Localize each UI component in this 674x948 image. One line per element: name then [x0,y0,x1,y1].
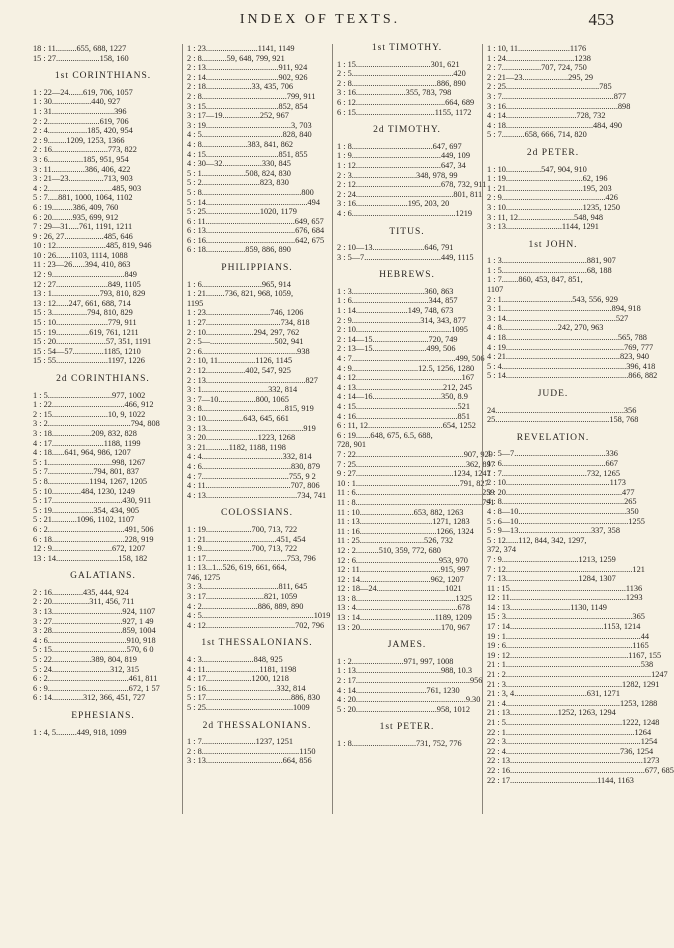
book-heading: JUDE. [537,389,569,399]
index-entry: 24..............................................................356 [487,405,637,415]
index-entry: 4 : 12...........................................702, 796 [187,620,325,630]
index-entry: 3 : 16........................355, 783, 798 [337,88,452,98]
index-entry: 4 : 13............................................734, 741 [187,490,327,500]
index-entry: 3 : 1.....................................................894, 918 [487,304,641,314]
index-entry: 2 : 18......................33, 435, 706 [187,82,294,92]
index-entry: 4 : 20.....................................................9.30 [337,695,481,705]
book-heading: COLOSSIANS. [221,508,293,519]
index-entry: 13 : 20.......................................170, 967 [337,622,470,632]
index-entry: 5 : 7...........658, 666, 714, 820 [487,130,587,140]
index-entry: 15 : 3.............................................................365 [487,612,645,622]
index-entry: 7 : 13...................................1284, 1307 [487,574,616,584]
index-entry: 3 : 1................................332, 814 [187,385,298,395]
index-entry: 4 : 18..........................................484, 490 [487,120,623,130]
index-entry: 5 : 14.................................................494 [187,197,320,207]
index-entry: 1 : 21.........736, 821, 968, 1059, [187,289,294,299]
index-entry: 1 : 31..............................396 [33,106,127,116]
book-heading: HEBREWS. [379,270,435,281]
index-entry: 4 : 11.........................................707, 806 [187,481,320,491]
index-entry: 1 : 22...................................466, 912 [33,400,154,410]
index-entry: 746, 1275 [187,572,221,582]
index-entry: 21 : 4.......................................................1253, 1288 [487,698,658,708]
index-entry: 19 : 1.................................................................44 [487,631,650,641]
index-entry: 2 : 10..................................................1173 [487,478,626,488]
index-entry: 1 : 17.......................................753, 796 [187,553,316,563]
index-entry: 1 : 6.....................................344, 857 [337,296,458,306]
index-entry: 4 : 6..................................................1219 [337,208,473,218]
index-entry: 2 : 10—13.........................646, 791 [337,243,454,253]
index-entry: 1 : 13.........................................988, 10.3 [337,666,473,676]
index-entry: 6 : 11, 12....................................654, 1252 [337,421,476,431]
index-entry: 22 : 3.................................................................1254 [487,737,658,747]
index-entry: 2 : 10..............................................1095 [337,325,468,335]
index-entry: 3 : 13.....................................664, 856 [187,756,312,766]
index-entry: 3 : 13...........................1144, 1291 [487,222,599,232]
index-entry: 13 : 1.......................793, 810, 829 [33,289,146,299]
book-heading: 1st PETER. [379,722,435,733]
index-entry: 12 : 2...........510, 359, 772, 680 [337,545,441,555]
index-entry: 19 : 12.........................................................1167, 155 [487,650,662,660]
index-entry: 2 : 14...................................902, 926 [187,72,308,82]
book-heading: 1st TIMOTHY. [371,43,443,53]
index-entry: 5 : 19....................354, 434, 905 [33,505,140,515]
index-entry: 12 : 14..................................962, 1207 [337,574,464,584]
index-entry: 6 : 18...................................228, 919 [33,534,154,544]
index-entry: 5 : 25..........................1020, 1179 [187,207,297,217]
index-entry: 4 : 19.........................................................769, 777 [487,342,654,352]
index-entry: 2 : 10.......................294, 297, 762 [187,327,300,337]
page-header [0,10,640,32]
index-entry: 3 : 8........................................815, 919 [187,404,314,414]
index-entry: 6 : 2.......................................461, 811 [33,674,158,684]
index-entry: 1 : 27....................................734, 818 [187,318,310,328]
index-entry: 1 : 5...............................977, 1002 [33,390,146,400]
index-entry: 4 : 8...........................242, 270, 963 [487,323,604,333]
index-entry: 1 : 10.................547, 904, 910 [487,164,587,174]
index-entry: 2 : 5—...............................502, 941 [187,337,304,347]
index-entry: 4 : 21.......................................................823, 940 [487,352,650,362]
book-heading: 1st CORINTHIANS. [54,71,152,82]
index-entry: 22 : 13................................................................1273 [487,756,660,766]
index-entry: 5 : 25..........................................1009 [187,703,310,712]
index-entry: 15 : 54—57...............1185, 1210 [33,346,141,356]
index-entry: 2 : 8.........................................799, 911 [187,91,316,101]
index-entry: 3 : 21...........1182, 1188, 1198 [187,442,286,452]
index-entry: 9 : 27...............................................1234, 1247 [337,469,491,479]
index-entry: 1 : 7.........................................732, 1265 [487,468,620,478]
index-entry: 25.......................................................158, 768 [487,415,639,425]
index-entry: 3 : 19.........................................3, 703 [187,120,312,130]
index-entry: 1 : 5—7............................................336 [487,449,618,459]
index-entry: 4 : 6......................................910, 918 [33,635,156,645]
index-entry: 2 : 13................................................827 [187,375,318,385]
index-entry: 1 : 4, 5..........449, 918, 1099 [33,727,127,737]
index-entry: 3 : 20........................................................477 [487,487,635,497]
index-entry: 1 : 22—24.......619, 706, 1057 [33,87,133,97]
index-entry: 12 : 11.......................................915, 997 [337,565,470,575]
book-heading: TITUS. [389,226,425,237]
index-entry: 7 : 22....................................................907, 929 [337,449,493,459]
index-entry: 15 : 20........................57, 351, 1191 [33,337,152,347]
book-heading: REVELATION. [516,432,590,443]
index-entry: 3 : 14.....................................................527 [487,313,629,323]
book-heading: 2d TIMOTHY. [373,125,441,136]
index-entry: 3 : 16......................................................898 [487,101,631,111]
index-entry: 2 : 5.................................................420 [337,69,466,79]
index-entry: 21 : 13.......................1252, 1263, 1294 [487,708,616,718]
index-entry: 1107 [487,285,504,295]
index-column-2 [182,44,331,814]
index-entry: 10 : 1..................................................791, 827 [337,478,489,488]
index-entry: 2 : 16...........................773, 822 [33,145,137,155]
index-entry: 21 : 3, 4...................................631, 1271 [487,689,620,699]
index-entry: 1 : 7..........................1237, 1251 [187,737,294,747]
book-heading: EPHESIANS. [71,711,135,721]
book-heading: GALATIANS. [70,571,136,582]
index-entry: 12 : 9.............................672, 1207 [33,544,146,554]
index-entry: 5 : 6—10.....................................................1255 [487,516,645,526]
index-entry: 1 : 3...................................360, 863 [337,286,454,296]
index-entry: 9 : 26, 27...................485, 646 [33,231,133,241]
index-entry: 14 : 13.............................1130, 1149 [487,602,607,612]
index-entry: 3 : 10.....................................1235, 1250 [487,202,620,212]
index-entry: 6 : 11...........................................649, 657 [187,216,324,226]
index-entry: 2 : 12...................402, 547, 925 [187,366,291,375]
index-entry: 1 : 23.........................1141, 1149 [187,44,295,53]
index-entry: 6 : 19.......648, 675, 6.5, 688, [337,430,433,440]
index-entry: 2 : 3...............................348, 978, 99 [337,170,458,180]
index-entry: 3 : 18...................209, 832, 828 [33,428,137,438]
index-entry: 5 : 17..................................430, 911 [33,496,152,506]
index-entry: 2 : 20..................311, 456, 711 [33,597,135,607]
index-entry: 4 : 14..................................728, 732 [487,111,606,121]
index-entry: 1 : 23...............................746, 1206 [187,308,304,318]
index-entry: 1 : 10, 11.........................1176 [487,44,587,53]
index-entry: 6 : 14...............312, 366, 451, 727 [33,693,146,703]
index-entry: 1 : 8...............................731, 752, 776 [337,739,462,748]
index-entry: 15 : 55.........................1197, 1226 [33,356,145,366]
index-entry: 2 : 2.........................619, 706 [33,116,129,126]
index-entry: 6 : 19..........386, 409, 760 [33,202,119,212]
index-entry: 5 : 4............................................................396, 418 [487,361,656,371]
index-column-4 [482,44,674,814]
index-entry: 7 : 25.....................................................362, 897 [337,459,495,469]
index-entry: 1 : 7........860, 453, 847, 851, [487,275,583,285]
index-entry: 18 : 11..........655, 688, 1227 [33,44,127,53]
index-entry: 4 : 14—16.................................350, 8.9 [337,392,468,402]
index-entry: 1 : 14.........................149, 748, 673 [337,306,454,316]
index-entry: 13 : 8................................................1325 [337,593,473,603]
book-heading: 1st JOHN. [528,239,578,250]
index-entry: 4 : 4.......................................332, 814 [187,452,312,462]
index-entry: 22 : 1..............................................................1264 [487,727,652,737]
index-entry: 22 : 16.................................................................677, 685 [487,765,674,775]
index-entry: 3 : 17—19..................252, 967 [187,111,289,121]
index-entry: 2 : 7...................707, 724, 750 [487,63,587,73]
index-entry: 4 : 12...................................................167 [337,373,475,383]
index-entry: 11 : 13...................................1271, 1283 [337,517,470,527]
index-entry: 4 : 9................................12.5, 1256, 1280 [337,363,475,373]
index-entry: 21 : 2......................................................................1247 [487,670,668,680]
index-entry: 4 : 14..................................761, 1230 [337,685,460,695]
index-entry: 4 : 2...............................485, 903 [33,183,142,193]
index-entry: 3 : 5—7.....................................449, 1115 [337,252,474,262]
index-entry: 6 : 12...........................................664, 689 [337,97,475,107]
index-entry: 11 : 8.............................................................791 [337,497,495,507]
index-entry: 4 : 5.......................................828, 840 [187,130,312,140]
index-entry: 12 : 9...................................849 [33,270,137,280]
index-entry: 5 : 16..................................332, 814 [187,683,306,693]
index-entry: 4 : 15...................................851, 855 [187,149,308,159]
index-entry: 2 : 17.......................................................956 [337,676,483,686]
index-entry: 2 : 15...........................10, 9, 1022 [33,409,146,419]
index-entry: 5 : 9—13...................................337, 358 [487,526,620,536]
index-entry: 3 : 15...................................852, 854 [187,101,308,111]
index-entry: 15 : 27.....................158, 160 [33,53,129,63]
index-entry: 15 : 10.........................779, 911 [33,318,137,328]
index-entry: 3 : 6.................185, 951, 954 [33,154,129,164]
index-entry: 11 : 10..........................653, 882, 1263 [337,507,464,517]
index-entry: 11 : 16.....................................1266, 1324 [337,526,474,536]
index-entry: 1 : 30...................440, 927 [33,97,121,107]
index-entry: 2 : 13...................................911, 924 [187,63,308,73]
index-entry: 4 : 3.........................848, 925 [187,655,283,665]
index-entry: 5 : 21............1096, 1102, 1107 [33,515,135,525]
index-entry: 5 : 22...................389, 804, 819 [33,655,137,665]
index-entry: 4 : 8......................383, 841, 862 [187,139,294,149]
index-entry: 2 : 9.................................314, 343, 877 [337,315,466,325]
index-entry: 7 : 29—31.....761, 1191, 1211 [33,222,133,232]
index-entry: 6 : 15......................................1155, 1172 [337,107,472,117]
index-entry: 1 : 21.....................................195, 203 [487,183,612,193]
index-entry: 2 : 1..................................543, 556, 929 [487,294,618,304]
index-entry: 728, 901 [337,440,367,450]
index-entry: 5 : 8................................................800 [187,187,314,197]
index-entry: 11 : 15........................................................1136 [487,583,643,593]
index-entry: 4 : 16.................................................851 [337,411,470,421]
index-entry: 6 : 16...........................................642, 675 [187,235,325,245]
index-entry: 3 : 20.........................1223, 1268 [187,433,296,443]
index-entry: 1 : 8.......................................647, 697 [337,141,462,151]
index-entry: 11 : 23—26......394, 410, 863 [33,260,131,270]
index-entry: 3 : 11, 12...........................548, 948 [487,212,604,222]
index-entry: 13 : 4.................................................678 [337,603,470,613]
index-entry: 3 : 16.........................195, 203, 20 [337,199,450,209]
index-entry: 3 : 28..................................859, 1004 [33,626,156,636]
index-entry: 6 : 18...................859, 886, 890 [187,245,291,255]
index-entry: 1 : 6.............................965, 914 [187,279,291,289]
index-entry: 1 : 9........................700, 713, 722 [187,544,298,554]
index-entry: 2 : 14—15...........................720, 749 [337,334,458,344]
index-entry: 13 : 14....................................1189, 1209 [337,613,472,623]
index-entry: 1 : 2.........................971, 997, 1008 [337,656,454,666]
index-entry: 3 : 17............................821, 1059 [187,592,298,602]
index-entry: 4 : 15.................................................521 [337,402,470,411]
index-entry: 3 : 7—10..................800, 1065 [187,394,289,404]
index-entry: 2 : 9.........1209, 1253, 1366 [33,135,125,145]
index-entry: 21 : 5........................................................1222, 1248 [487,718,660,727]
index-entry: 22 : 4.......................................................736, 1254 [487,746,654,756]
index-entry: 3 : 13..................................924, 1107 [33,607,156,617]
index-entry: 5 : 7.....881, 1000, 1064, 1102 [33,193,133,203]
index-entry: 1 : 6..................................................667 [487,458,618,468]
index-entry: 1 : 9...........................................449, 109 [337,151,470,161]
book-heading: JAMES. [387,640,427,651]
index-entry: 11 : 25...............................526, 732 [337,536,454,546]
index-entry: 15 : 19................619, 761, 1211 [33,327,139,337]
index-entry: 3 : 10..................643, 645, 661 [187,413,289,423]
book-heading: 1st THESSALONIANS. [201,638,313,649]
index-entry: 2 : 8............59, 648, 799, 921 [187,53,285,63]
index-entry: 3 : 3.....................................811, 645 [187,582,308,592]
index-entry: 5 : 10..............484, 1230, 1249 [33,486,135,496]
index-entry: 4 : 13..........................................212, 245 [337,382,473,392]
index-entry: 11 : 6.............................................................259 [337,488,495,498]
index-entry: 4 : 18......641, 964, 986, 1207 [33,448,131,458]
index-entry: 1 : 15....................................301, 621 [337,59,460,69]
index-entry: 4 : 18......................................................565, 788 [487,333,647,343]
index-entry: 17 : 14.............................................1153, 1214 [487,622,641,632]
book-heading: 2d PETER. [526,147,580,158]
index-entry: 12 : 27.........................849, 1105 [33,279,141,289]
index-column-1 [33,44,173,737]
index-entry: 3 : 11................386, 406, 422 [33,164,131,174]
index-entry: 2 : 16...............435, 444, 924 [33,587,129,597]
running-title: INDEX OF TEXTS. [239,12,401,27]
index-entry: 4 : 7..........................................755, 9 2 [187,471,316,481]
index-entry: 2 : 12.........................................678, 732, 911 [337,180,487,190]
index-entry: 22 : 17..........................................1144, 1163 [487,775,634,785]
index-entry: 5 : 17.........................................886, 830 [187,693,320,703]
index-entry: 1 : 24.................................1238 [487,53,591,63]
index-entry: 3 : 2........................................794, 808 [33,419,160,429]
index-entry: 1195 [187,298,204,308]
index-entry: 4 : 17.........................1188, 1199 [33,438,141,448]
index-entry: 5 : 1.....................508, 824, 830 [187,168,291,178]
index-entry: 5 : 1...............................998, 1267 [33,457,146,467]
index-entry: 3 : 7......................................................877 [487,91,627,101]
index-entry: 12 : 11........................................................1293 [487,593,643,603]
index-entry: 21 : 1.................................................................538 [487,660,654,670]
index-entry: 372, 374 [487,545,517,555]
index-entry: 4 : 6...........................................830, 879 [187,461,320,471]
index-entry: 2 : 9..................................................426 [487,193,618,203]
index-entry: 10 : 26.......1103, 1114, 1088 [33,250,128,260]
index-entry: 2 : 10, 11..................1126, 1145 [187,356,293,366]
index-entry: 4 : 7..................................................499, 506 [337,354,485,364]
index-entry: 3 : 21—23.................713, 903 [33,174,133,184]
index-entry: 5 : 7......................794, 801, 837 [33,467,140,477]
index-entry: 19 : 6.............................................................1165 [487,641,649,651]
index-entry: 12 : 18—24.................................1021 [337,584,462,594]
index-entry: 5 : 14...........................................................866, 882 [487,371,658,381]
index-entry: 1 : 21..................................451, 454 [187,534,306,544]
index-entry: 4 : 8...........................................................265 [487,497,637,507]
index-entry: 1 : 12.........................................647, 34 [337,160,466,170]
index-entry: 13 : 12......247, 661, 688, 714 [33,298,131,308]
index-entry: 2 : 8.........................................886, 890 [337,78,466,88]
index-entry: 5 : 20.......................................958, 1012 [337,704,470,714]
index-entry: 7 : 9.....................................1213, 1259 [487,554,616,564]
index-entry: 5 : 12......112, 844, 342, 1297, [487,535,587,545]
book-heading: 2d CORINTHIANS. [56,374,150,384]
index-entry: 4 : 2...........................886, 889, 890 [187,601,304,611]
index-entry: 6 : 20..........935, 699, 912 [33,212,119,222]
index-entry: 1 : 3.........................................881, 907 [487,256,616,266]
index-entry: 5 : 2............................823, 830 [187,178,289,188]
index-entry: 12 : 6........................................953, 970 [337,555,468,565]
index-entry: 6 : 9.......................................672, 1 57 [33,683,160,693]
index-entry: 3 : 27..................................927, 1 49 [33,616,154,626]
index-entry: 1 : 13...1...526, 619, 661, 664, [187,563,287,573]
index-entry: 2 : 25.............................................785 [487,82,612,92]
index-entry: 5 : 15....................................570, 6 0 [33,645,154,655]
index-entry: 4 : 30—32...................330, 845 [187,159,291,169]
page-number: 453 [588,10,614,29]
index-entry: 2 : 13—15..........................499, 506 [337,344,456,354]
index-entry: 15 : 3.................794, 810, 829 [33,308,133,318]
index-entry: 21 : 3........................................................1282, 1291 [487,679,660,689]
index-entry: 4 : 17......................1200, 1218 [187,674,289,684]
index-entry: 3 : 13...............................................919 [187,423,316,433]
index-entry: 5 : 24............................312, 315 [33,664,140,674]
index-entry: 2 : 21—23......................295, 29 [487,72,594,82]
index-entry: 13 : 14..............................158, 182 [33,553,148,563]
index-entry: 2 : 6..............................................938 [187,346,310,356]
index-entry: 2 : 8...............................................1150 [187,746,316,756]
index-entry: 2 : 24...............................................801, 811 [337,189,483,199]
index-entry: 1 : 19.....................................62, 196 [487,174,608,184]
index-entry: 6 : 2.....................................491, 506 [33,524,154,534]
index-entry: 6 : 13...........................................676, 684 [187,226,325,236]
index-entry: 4 : 5......................................................1019 [187,611,331,621]
book-heading: PHILIPPIANS. [221,263,293,274]
book-heading: 2d THESSALONIANS. [202,720,312,731]
index-entry: 4 : 11..........................1181, 1198 [187,664,297,674]
index-entry: 5 : 8....................1194, 1267, 1205 [33,476,148,486]
index-entry: 1 : 19......................700, 713, 722 [187,524,298,534]
index-entry: 4 : 8—10....................................................350 [487,506,639,516]
index-entry: 7 : 12.............................................................121 [487,564,645,574]
index-column-3 [332,43,495,814]
index-entry: 2 : 4...................185, 420, 954 [33,126,133,136]
index-entry: 10 : 12........................485, 819, 946 [33,241,152,251]
index-entry: 1 : 5.........................................68, 188 [487,265,612,275]
